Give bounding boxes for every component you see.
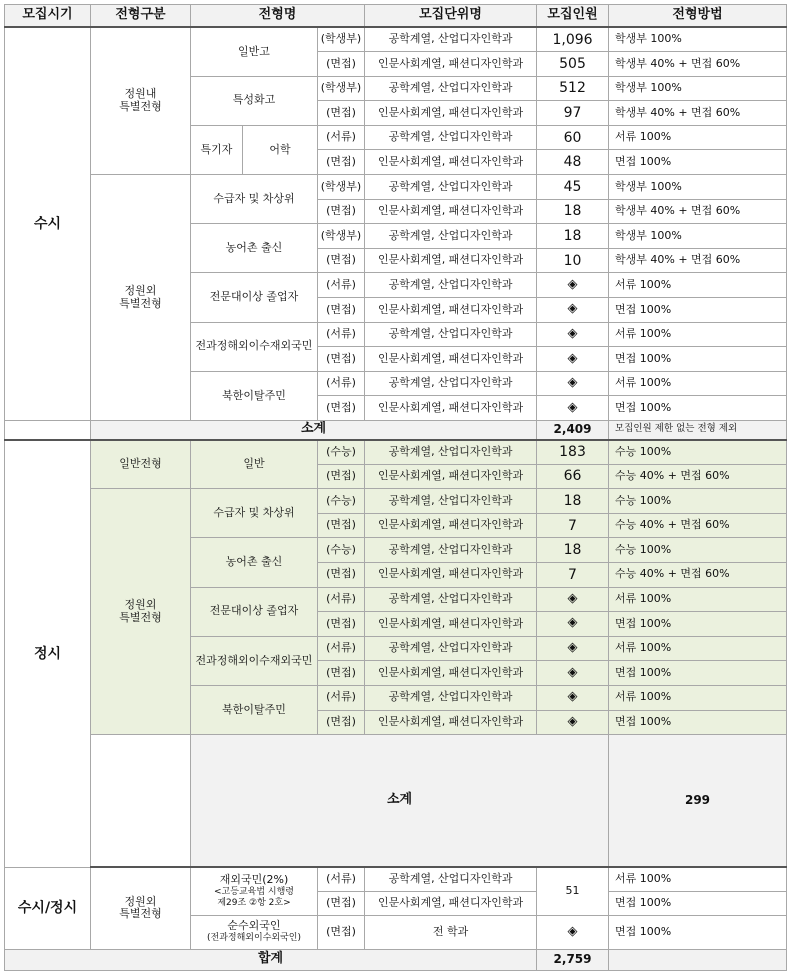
unlimited-marker: ◈ xyxy=(537,915,609,949)
period-susi: 수시 xyxy=(5,27,91,421)
method: 면접 100% xyxy=(609,710,787,735)
count: 183 xyxy=(537,440,609,465)
overseas-law: <고등교육법 시행령 제29조 ②항 2호> xyxy=(214,886,294,908)
type-docs: (서류) xyxy=(318,587,365,612)
track-college-grad: 전문대이상 졸업자 xyxy=(191,273,318,322)
type-docs: (서류) xyxy=(318,273,365,298)
count: 48 xyxy=(537,150,609,175)
unit-hum: 인문사회계열, 패션디자인학과 xyxy=(365,248,537,273)
count: 60 xyxy=(537,125,609,150)
header-unit: 모집단위명 xyxy=(365,5,537,28)
category-out: 정원외 특별전형 xyxy=(91,867,191,949)
header-period: 모집시기 xyxy=(5,5,91,28)
unit-eng: 공학계열, 산업디자인학과 xyxy=(365,76,537,101)
method: 학생부 40% + 면접 60% xyxy=(609,199,787,224)
foreigner-title: 순수외국인 xyxy=(227,919,281,933)
header-method: 전형방법 xyxy=(609,5,787,28)
unlimited-marker: ◈ xyxy=(537,371,609,396)
type-interview: (면접) xyxy=(318,464,365,489)
method: 면접 100% xyxy=(609,298,787,323)
type-interview: (면접) xyxy=(318,101,365,126)
method: 서류 100% xyxy=(609,685,787,710)
unit-eng: 공학계열, 산업디자인학과 xyxy=(365,371,537,396)
count: 18 xyxy=(537,224,609,249)
unlimited-marker: ◈ xyxy=(537,587,609,612)
unlimited-marker: ◈ xyxy=(537,273,609,298)
type-interview: (면접) xyxy=(318,513,365,538)
unit-eng: 공학계열, 산업디자인학과 xyxy=(365,175,537,200)
type-interview: (면접) xyxy=(318,710,365,735)
type-interview: (면접) xyxy=(318,612,365,637)
header-row xyxy=(5,5,787,28)
category-out: 정원외 특별전형 xyxy=(91,175,191,421)
method: 수능 40% + 면접 60% xyxy=(609,562,787,587)
unlimited-marker: ◈ xyxy=(537,710,609,735)
type-docs: (서류) xyxy=(318,125,365,150)
count: 18 xyxy=(537,199,609,224)
unit-hum: 인문사회계열, 패션디자인학과 xyxy=(365,513,537,538)
type-csat: (수능) xyxy=(318,538,365,563)
unit-hum: 인문사회계열, 패션디자인학과 xyxy=(365,150,537,175)
type-interview: (면접) xyxy=(318,150,365,175)
count: 505 xyxy=(537,52,609,77)
grand-total-row xyxy=(5,949,787,970)
unit-eng: 공학계열, 산업디자인학과 xyxy=(365,685,537,710)
unit-eng: 공학계열, 산업디자인학과 xyxy=(365,224,537,249)
track-general: 일반 xyxy=(191,440,318,489)
type-docs: (서류) xyxy=(318,371,365,396)
type-interview: (면접) xyxy=(318,199,365,224)
count: 18 xyxy=(537,538,609,563)
header-track: 전형명 xyxy=(191,5,365,28)
track-foreigner xyxy=(191,915,318,949)
track-talent: 특기자 xyxy=(191,125,243,174)
unlimited-marker: ◈ xyxy=(537,396,609,421)
method: 수능 40% + 면접 60% xyxy=(609,513,787,538)
method: 서류 100% xyxy=(609,273,787,298)
unit-hum: 인문사회계열, 패션디자인학과 xyxy=(365,562,537,587)
period-both: 수시/정시 xyxy=(5,867,91,949)
count: 97 xyxy=(537,101,609,126)
unlimited-marker: ◈ xyxy=(537,636,609,661)
type-csat: (수능) xyxy=(318,440,365,465)
count: 7 xyxy=(537,513,609,538)
method: 면접 100% xyxy=(609,396,787,421)
unlimited-marker: ◈ xyxy=(537,322,609,347)
unlimited-marker: ◈ xyxy=(537,298,609,323)
track-general-high: 일반고 xyxy=(191,27,318,76)
type-interview: (면접) xyxy=(318,915,365,949)
unit-hum: 인문사회계열, 패션디자인학과 xyxy=(365,298,537,323)
unit-hum: 인문사회계열, 패션디자인학과 xyxy=(365,101,537,126)
count: 18 xyxy=(537,489,609,514)
track-farm: 농어촌 출신 xyxy=(191,538,318,587)
type-student: (학생부) xyxy=(318,224,365,249)
subtotal-note: 모집인원 제한 없는 전형 제외 xyxy=(609,421,787,440)
foreigner-sub: (전과정해외이수외국인) xyxy=(207,933,301,944)
unit-hum: 인문사회계열, 패션디자인학과 xyxy=(365,396,537,421)
unit-eng: 공학계열, 산업디자인학과 xyxy=(365,440,537,465)
track-overseas-korean xyxy=(191,867,318,915)
method: 서류 100% xyxy=(609,867,787,891)
type-student: (학생부) xyxy=(318,175,365,200)
count: 7 xyxy=(537,562,609,587)
type-interview: (면접) xyxy=(318,298,365,323)
unit-hum: 인문사회계열, 패션디자인학과 xyxy=(365,464,537,489)
unlimited-marker: ◈ xyxy=(537,612,609,637)
method: 학생부 100% xyxy=(609,27,787,52)
total-label: 합계 xyxy=(5,949,537,970)
category-out: 정원외 특별전형 xyxy=(91,489,191,735)
track-welfare: 수급자 및 차상위 xyxy=(191,489,318,538)
category-general: 일반전형 xyxy=(91,440,191,489)
track-welfare: 수급자 및 차상위 xyxy=(191,175,318,224)
track-farm: 농어촌 출신 xyxy=(191,224,318,273)
method: 서류 100% xyxy=(609,587,787,612)
subtotal-value: 2,409 xyxy=(537,421,609,440)
type-interview: (면접) xyxy=(318,347,365,372)
admission-table xyxy=(4,4,787,971)
susi-subtotal-row xyxy=(5,421,787,440)
count: 45 xyxy=(537,175,609,200)
category-in: 정원내 특별전형 xyxy=(91,27,191,175)
type-student: (학생부) xyxy=(318,76,365,101)
method: 학생부 40% + 면접 60% xyxy=(609,101,787,126)
unlimited-marker: ◈ xyxy=(537,661,609,686)
count: 51 xyxy=(537,867,609,915)
unlimited-marker: ◈ xyxy=(537,347,609,372)
header-count: 모집인원 xyxy=(537,5,609,28)
method: 학생부 40% + 면접 60% xyxy=(609,52,787,77)
subtotal-value: 299 xyxy=(609,735,787,868)
unit-hum: 인문사회계열, 패션디자인학과 xyxy=(365,347,537,372)
method: 수능 40% + 면접 60% xyxy=(609,464,787,489)
method: 수능 100% xyxy=(609,440,787,465)
method: 수능 100% xyxy=(609,538,787,563)
method: 면접 100% xyxy=(609,891,787,915)
count: 66 xyxy=(537,464,609,489)
unit-eng: 공학계열, 산업디자인학과 xyxy=(365,273,537,298)
unit-hum: 인문사회계열, 패션디자인학과 xyxy=(365,52,537,77)
track-north-korean: 북한이탈주민 xyxy=(191,371,318,420)
unit-hum: 인문사회계열, 패션디자인학과 xyxy=(365,891,537,915)
unit-all: 전 학과 xyxy=(365,915,537,949)
unlimited-marker: ◈ xyxy=(537,685,609,710)
unit-hum: 인문사회계열, 패션디자인학과 xyxy=(365,661,537,686)
overseas-title: 재외국민(2%) xyxy=(219,873,289,887)
subtotal-label: 소계 xyxy=(91,421,537,440)
method: 면접 100% xyxy=(609,915,787,949)
method: 학생부 100% xyxy=(609,175,787,200)
type-docs: (서류) xyxy=(318,685,365,710)
track-north-korean: 북한이탈주민 xyxy=(191,685,318,734)
unit-eng: 공학계열, 산업디자인학과 xyxy=(365,489,537,514)
type-interview: (면접) xyxy=(318,661,365,686)
method: 면접 100% xyxy=(609,612,787,637)
method: 서류 100% xyxy=(609,371,787,396)
track-abroad: 전과정해외이수재외국민 xyxy=(191,322,318,371)
count: 1,096 xyxy=(537,27,609,52)
unit-eng: 공학계열, 산업디자인학과 xyxy=(365,538,537,563)
type-docs: (서류) xyxy=(318,636,365,661)
count: 512 xyxy=(537,76,609,101)
unit-hum: 인문사회계열, 패션디자인학과 xyxy=(365,710,537,735)
total-empty xyxy=(609,949,787,970)
type-student: (학생부) xyxy=(318,27,365,52)
type-docs: (서류) xyxy=(318,322,365,347)
total-value: 2,759 xyxy=(537,949,609,970)
method: 면접 100% xyxy=(609,150,787,175)
method: 면접 100% xyxy=(609,661,787,686)
type-interview: (면접) xyxy=(318,891,365,915)
type-interview: (면접) xyxy=(318,396,365,421)
unit-hum: 인문사회계열, 패션디자인학과 xyxy=(365,199,537,224)
admission-table-container xyxy=(4,4,787,971)
method: 학생부 100% xyxy=(609,76,787,101)
method: 학생부 100% xyxy=(609,224,787,249)
type-interview: (면접) xyxy=(318,562,365,587)
jeongsi-subtotal-row xyxy=(5,735,787,868)
track-talent-language: 어학 xyxy=(243,125,318,174)
unit-eng: 공학계열, 산업디자인학과 xyxy=(365,867,537,891)
method: 서류 100% xyxy=(609,125,787,150)
method: 서류 100% xyxy=(609,636,787,661)
track-college-grad: 전문대이상 졸업자 xyxy=(191,587,318,636)
type-docs: (서류) xyxy=(318,867,365,891)
period-jeongsi: 정시 xyxy=(5,440,91,868)
unit-eng: 공학계열, 산업디자인학과 xyxy=(365,27,537,52)
type-interview: (면접) xyxy=(318,248,365,273)
type-csat: (수능) xyxy=(318,489,365,514)
track-abroad: 전과정해외이수재외국민 xyxy=(191,636,318,685)
count: 10 xyxy=(537,248,609,273)
unit-eng: 공학계열, 산업디자인학과 xyxy=(365,125,537,150)
unit-eng: 공학계열, 산업디자인학과 xyxy=(365,322,537,347)
method: 학생부 40% + 면접 60% xyxy=(609,248,787,273)
method: 서류 100% xyxy=(609,322,787,347)
unit-eng: 공학계열, 산업디자인학과 xyxy=(365,587,537,612)
type-interview: (면접) xyxy=(318,52,365,77)
subtotal-label: 소계 xyxy=(191,735,609,868)
header-category: 전형구분 xyxy=(91,5,191,28)
method: 수능 100% xyxy=(609,489,787,514)
unit-hum: 인문사회계열, 패션디자인학과 xyxy=(365,612,537,637)
method: 면접 100% xyxy=(609,347,787,372)
unit-eng: 공학계열, 산업디자인학과 xyxy=(365,636,537,661)
track-vocational-high: 특성화고 xyxy=(191,76,318,125)
